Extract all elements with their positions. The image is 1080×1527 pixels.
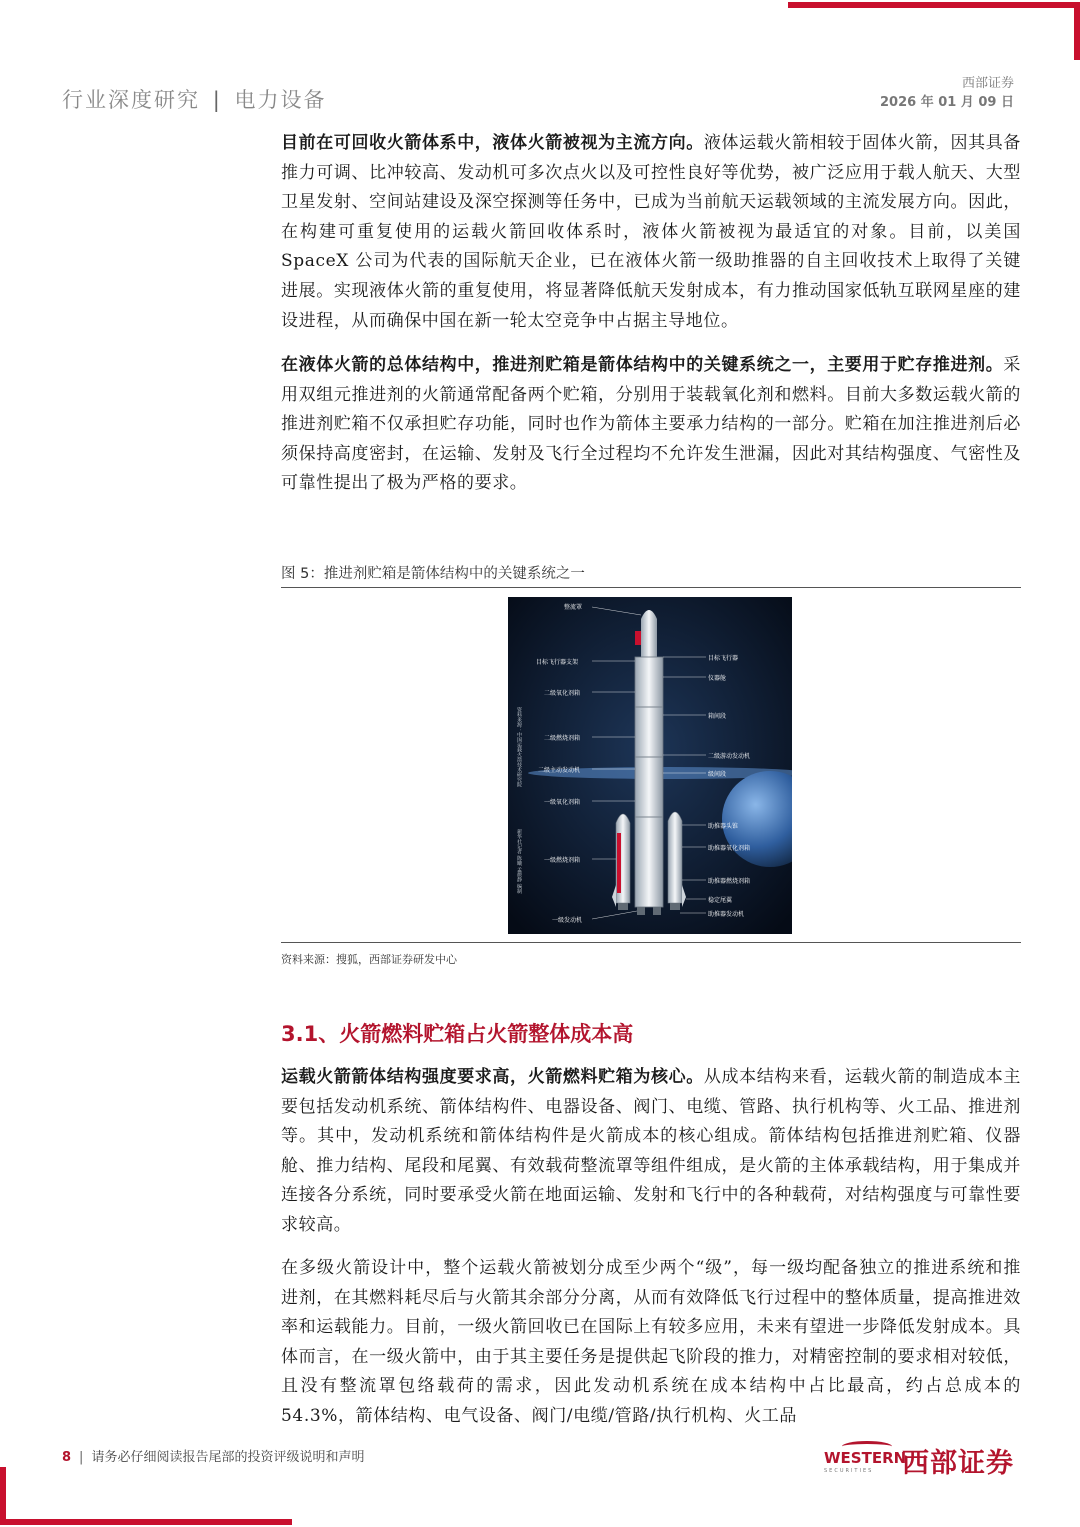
paragraph-body: 在多级火箭设计中，整个运载火箭被划分成至少两个“级”，每一级均配备独立的推进系统和推进剂，在其燃料耗尽后与火箭其余部分分离，从而有效降低飞行过程中的整体质量，提高推进效率和运载能力。目前，一级火箭回收已在国际上有较多应用，未来有望进一步降低发射成本。具体而言，在一级火箭中，由于其主要任务是提供起飞阶段的推力，对精密控制的要求相对较低，且没有整流罩包络载荷的需求，因此发动机系统在成本结构中占比最高，约占总成本的 54.3%，箭体结构、电气设备、阀门/电缆/管路/执行机构、火工品 bbox=[281, 1258, 1021, 1426]
figure-bottom-rule bbox=[281, 942, 1021, 943]
figure-label-left-2: 目标飞行器支架 bbox=[536, 659, 579, 666]
figure-vertical-note: 资料来源：中国运载火箭技术研究院 bbox=[516, 707, 522, 787]
figure-label-right-3: 箱间段 bbox=[708, 713, 727, 720]
paragraph-lead: 运载火箭箭体结构强度要求高，火箭燃料贮箱为核心。 bbox=[281, 1067, 704, 1087]
footer-separator: | bbox=[79, 1450, 84, 1465]
figure-label-left-3: 二级氧化剂箱 bbox=[544, 690, 581, 697]
figure-top-rule bbox=[281, 587, 1021, 588]
paragraph-body: 从成本结构来看，运载火箭的制造成本主要包括发动机系统、箭体结构件、电器设备、阀门、电缆、管路、执行机构等、火工品、推进剂等。其中，发动机系统和箭体结构件是火箭成本的核心组成。箭体结构包括推进剂贮箱、仪器舱、推力结构、尾段和尾翼、有效载荷整流罩等组件组成，是火箭的主体承载结构，用于集成并连接各分系统，同时要承受火箭在地面运输、发射和飞行中的各种载荷，对结构强度与可靠性要求较高。 bbox=[281, 1067, 1021, 1235]
footer-disclaimer: 请务必仔细阅读报告尾部的投资评级说明和声明 bbox=[91, 1450, 365, 1465]
corner-decoration-bottom-left bbox=[0, 1519, 292, 1525]
figure-caption: 图 5：推进剂贮箱是箭体结构中的关键系统之一 bbox=[281, 566, 585, 582]
figure-label-right-6: 助推器头锥 bbox=[708, 823, 739, 830]
broker-name: 西部证券 bbox=[961, 76, 1014, 91]
report-category: 行业深度研究 bbox=[62, 88, 200, 112]
paragraph-lead: 目前在可回收火箭体系中，液体火箭被视为主流方向。 bbox=[281, 133, 704, 153]
report-date: 2026 年 01 月 09 日 bbox=[880, 95, 1014, 110]
rocket-structure-figure bbox=[508, 597, 792, 934]
figure-label-left-1: 整流罩 bbox=[564, 604, 583, 611]
corner-decoration-bottom-left-vertical bbox=[0, 1467, 6, 1525]
figure-label-left-6: 一级氧化剂箱 bbox=[544, 799, 581, 806]
figure-label-right-1: 目标飞行器 bbox=[708, 655, 739, 662]
paragraph-propellant-tank bbox=[281, 351, 1021, 499]
brand-logo bbox=[824, 1441, 1020, 1477]
paragraph-cost-structure bbox=[281, 1063, 1021, 1241]
figure-label-right-5: 级间段 bbox=[708, 771, 727, 778]
corner-decoration-top-right-vertical bbox=[1074, 2, 1080, 60]
page-footer bbox=[62, 1446, 364, 1465]
paragraph-lead: 在液体火箭的总体结构中，推进剂贮箱是箭体结构中的关键系统之一，主要用于贮存推进剂。 bbox=[281, 355, 1004, 375]
header-meta bbox=[880, 74, 1014, 112]
logo-english: WESTERN bbox=[824, 1449, 907, 1467]
figure-label-left-8: 一级发动机 bbox=[552, 917, 583, 924]
figure-label-right-10: 助推器发动机 bbox=[708, 911, 745, 918]
figure-label-right-8: 助推器燃烧剂箱 bbox=[708, 878, 751, 885]
page-number: 8 bbox=[62, 1450, 72, 1465]
paragraph-multistage bbox=[281, 1254, 1021, 1432]
logo-english-sub: SECURITIES bbox=[824, 1468, 874, 1474]
corner-decoration-top-right bbox=[788, 2, 1080, 8]
section-heading: 3.1、火箭燃料贮箱占火箭整体成本高 bbox=[281, 1022, 634, 1046]
header-separator: | bbox=[212, 88, 222, 112]
figure-label-right-9: 稳定尾翼 bbox=[708, 897, 733, 904]
figure-label-left-7: 一级燃烧剂箱 bbox=[544, 857, 581, 864]
figure-label-left-4: 二级燃烧剂箱 bbox=[544, 735, 581, 742]
report-header bbox=[62, 84, 326, 114]
figure-label-left-5: 二级主动发动机 bbox=[538, 767, 581, 774]
figure-source: 资料来源：搜狐，西部证券研发中心 bbox=[281, 953, 457, 966]
figure-label-right-2: 仪器舱 bbox=[708, 675, 727, 682]
figure-label-right-7: 助推器氧化剂箱 bbox=[708, 845, 751, 852]
paragraph-body: 液体运载火箭相较于固体火箭，因其具备推力可调、比冲较高、发动机可多次点火以及可控性良好等优势，被广泛应用于载人航天、大型卫星发射、空间站建设及深空探测等任务中，已成为当前航天运载领域的主流发展方向。因此，在构建可重复使用的运载火箭回收体系时，液体火箭被视为最适宜的对象。目前，以美国 SpaceX 公司为代表的国际航天企业，已在液体火箭一级助推器的自主回收技术上取得了关键进展。实现液体火箭的重复使用，将显著降低航天发射成本，有力推动国家低轨互联网星座的建设进程，从而确保中国在新一轮太空竞争中占据主导地位。 bbox=[281, 133, 1021, 331]
report-sector: 电力设备 bbox=[234, 88, 327, 112]
paragraph-liquid-rocket bbox=[281, 129, 1021, 336]
paragraph-body: 采用双组元推进剂的火箭通常配备两个贮箱，分别用于装载氧化剂和燃料。目前大多数运载火箭的推进剂贮箱不仅承担贮存功能，同时也作为箭体主要承力结构的一部分。贮箱在加注推进剂后必须保持高度密封，在运输、发射及飞行全过程均不允许发生泄漏，因此对其结构强度、气密性及可靠性提出了极为严格的要求。 bbox=[281, 355, 1021, 494]
figure-vertical-note-2: 新华社记者 陈曦 孟颜静 编制 bbox=[516, 829, 522, 894]
figure-label-right-4: 二级游动发动机 bbox=[708, 753, 751, 760]
logo-chinese: 西部证券 bbox=[902, 1448, 1014, 1479]
